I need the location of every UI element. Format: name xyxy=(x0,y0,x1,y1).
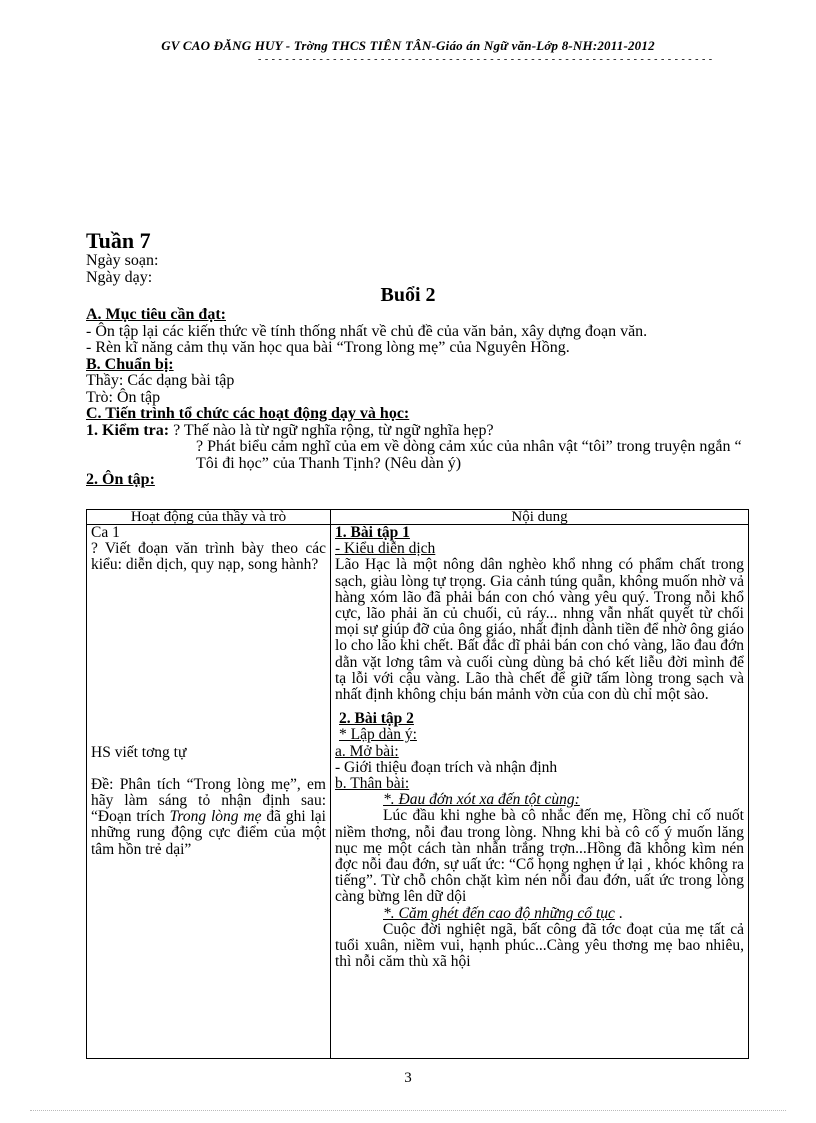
exercise-2-subtitle: * Lập dàn ý: xyxy=(339,726,417,744)
content-cell xyxy=(331,525,749,1059)
col-header-activities: Hoạt động của thầy và trò xyxy=(87,510,331,525)
point-1-paragraph: Lúc đầu khi nghe bà cô nhắc đến mẹ, Hồng chỉ cố nuốt niềm thơng, nỗi đau trong lòng. Nhng khi bà cô cố ý muốn lăng nục mẹ một cách tàn nhẫn trắng trợn...Hồng đã không kìm nén đợc nỗi đau đớn, sự uất ức: “Cổ họng nghẹn ứ lại , khóc không ra tiếng”. Từ chỗ chôn chặt kìm nén nỗi đau đớn, uất ức trong lòng càng bừng lên dữ dội xyxy=(335,807,744,906)
page-header: GV CAO ĐĂNG HUY - Trờng THCS TIÊN TÂN-Giáo án Ngữ văn-Lớp 8-NH:2011-2012 xyxy=(161,38,655,53)
section-c-title: C. Tiến trình tổ chức các hoạt động dạy và học: xyxy=(86,405,410,422)
header-rule: - - - - - - - - - - - - - - - - - - - - - - - - - - - - - - - - - - - - - - - - - - - - - - - - - - - - - - - - - - - - - - - - - - - xyxy=(258,54,713,65)
check-label: 1. Kiểm tra: xyxy=(86,421,170,439)
exercise-2-title: 2. Bài tập 2 xyxy=(339,710,414,728)
check-question-2: ? Phát biểu cảm nghĩ của em về dòng cảm xúc của nhân vật “tôi” trong truyện ngắn “ Tôi đi học” của Thanh Tịnh? (Nêu dàn ý) xyxy=(196,438,742,472)
objective-2: - Rèn kĩ năng cảm thụ văn học qua bài “Trong lòng mẹ” của Nguyên Hồng. xyxy=(86,339,570,356)
lesson-table xyxy=(86,509,749,1059)
student-task: HS viết tơng tự xyxy=(91,743,187,761)
teacher-prep: Thầy: Các dạng bài tập xyxy=(86,372,235,389)
intro-text: - Giới thiệu đoạn trích và nhận định xyxy=(335,758,558,776)
section-b-title: B. Chuẩn bị: xyxy=(86,355,174,373)
exercise-1-subtitle: - Kiểu diễn dịch xyxy=(335,540,436,558)
check-question-1: ? Thế nào là từ ngữ nghĩa rộng, từ ngữ nghĩa hẹp? xyxy=(169,421,494,439)
session-title: Buổi 2 xyxy=(380,284,436,306)
exercise-question: ? Viết đoạn văn trình bày theo các kiểu: diễn dịch, quy nạp, song hành? xyxy=(91,540,326,574)
page-number: 3 xyxy=(404,1070,412,1086)
exercise-1-paragraph: Lão Hạc là một nông dân nghèo khổ nhng có phẩm chất trong sạch, giàu lòng tự trọng. Gia cảnh túng quẫn, không muốn nhờ vả hàng xóm lão đã phải bán con chó vàng yêu quý. Trong nỗi khổ cực, lão phải ăn củ chuối, củ ráy... nhng vẫn nhất quyết từ chối mọi sự giúp đỡ của ông giáo, nhất định dành tiền để nhờ ông giáo lo cho lão khi chết. Bất đắc dĩ phải bán con chó vàng, lão đau đớn dằn vặt lơng tâm và cuối cùng dùng bả chó kết liễu đời mình để tạ lỗi với cậu vàng. Lão thà chết để giữ tấm lòng trong sạch và nhất định không chịu bán mảnh vờn của con dù chỉ một sào. xyxy=(335,556,744,704)
teach-date: Ngày dạy: xyxy=(86,269,153,286)
prep-date: Ngày soạn: xyxy=(86,252,159,269)
essay-prompt: Đề: Phân tích “Trong lòng mẹ”, em hãy làm sáng tỏ nhận định sau: “Đoạn trích Trong lòng mẹ đã ghi lại những rung động cực điểm của một tâm hồn trẻ dại” xyxy=(91,775,326,858)
activities-cell xyxy=(87,525,331,1059)
week-title: Tuần 7 xyxy=(86,228,151,253)
point-2-paragraph: Cuộc đời nghiệt ngã, bất công đã tớc đoạt của mẹ tất cả tuổi xuân, niềm vui, hạnh phúc...Càng yêu thơng mẹ bao nhiêu, thì nỗi căm thù xã hội xyxy=(335,920,744,971)
lesson-intro xyxy=(86,307,748,489)
point-2-heading: *. Căm ghét đến cao độ những cổ tục . xyxy=(383,904,623,922)
check-line xyxy=(86,423,748,440)
ca-label: Ca 1 xyxy=(91,524,120,541)
point-1-heading: *. Đau đớn xót xa đến tột cùng: xyxy=(383,791,580,809)
objective-1: - Ôn tập lại các kiến thức về tính thống nhất về chủ đề của văn bản, xây dựng đoạn văn. xyxy=(86,322,648,340)
body-heading: b. Thân bài: xyxy=(335,775,410,793)
intro-heading: a. Mở bài: xyxy=(335,742,399,760)
table-row xyxy=(87,525,749,1059)
footer-rule xyxy=(30,1110,786,1111)
table-header-row xyxy=(87,510,749,525)
review-label: 2. Ôn tập: xyxy=(86,471,155,488)
exercise-1-title: 1. Bài tập 1 xyxy=(335,524,410,541)
essay-prompt-work-title: Trong lòng mẹ xyxy=(169,808,262,826)
section-a-title: A. Mục tiêu cần đạt: xyxy=(86,306,226,323)
student-prep: Trò: Ôn tập xyxy=(86,388,161,406)
col-header-content: Nội dung xyxy=(331,510,749,525)
